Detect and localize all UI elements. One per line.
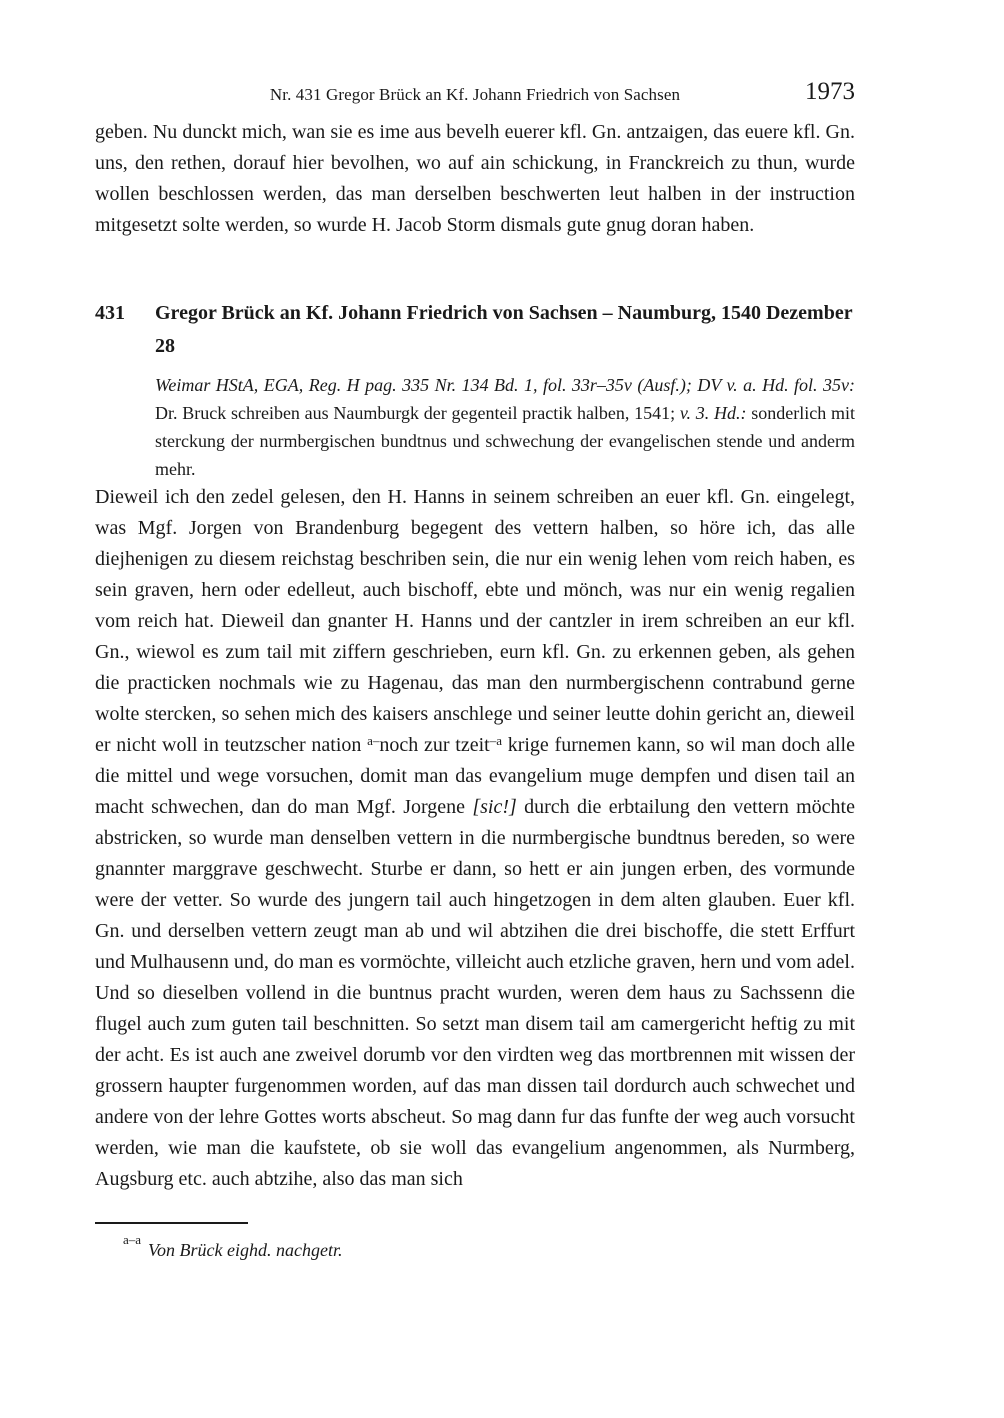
footnote-text: Von Brück eighd. nachgetr.	[148, 1240, 343, 1260]
entry-title: Gregor Brück an Kf. Johann Friedrich von Sachsen – Naumburg, 1540 Dezember 28	[155, 302, 853, 357]
running-head	[95, 78, 855, 110]
footnote	[95, 1231, 883, 1264]
continuation-paragraph: geben. Nu dunckt mich, wan sie es ime aus bevelh euerer kfl. Gn. antzaigen, das euere kfl. Gn. uns, den rethen, dorauf hier bevolhen, wo auf ain schickung, in Franckreich zu thun, wurde wollen beschlossen werden, das man derselben beschwerten leut halben in der instruction mitgesetzt solte werden, so wurde H. Jacob Storm dismals gute gnug doran haben.	[95, 121, 855, 236]
letter-body: Dieweil ich den zedel gelesen, den H. Hanns in seinem schreiben an euer kfl. Gn. eingelegt, was Mgf. Jorgen von Brandenburg begegent des vettern halben, so höre ich, das alle diejhenigen zu diesem reichstag beschriben sein, die nur ein wenig lehen vom reich haben, es sein graven, hern oder edelleut, auch bischoff, ebte und mönch, was nur ein wenig regalien vom reich hat. Dieweil dan gnanter H. Hanns und der cantzler in irem schreiben an eur kfl. Gn., wiewol es zum tail mit ziffern geschrieben, eurn kfl. Gn. zu erkennen geben, als gehen die practicken nochmals wie zu Hagenau, das man den nurmbergischenn contrabund gerne wolte stercken, so sehen mich des kaisers anschlege und seiner leutte dohin gericht an, dieweil er nicht woll in teutzscher nation $^{a-}$noch zur tzeit$^{-a}$ krige furnemen kann, so wil man doch alle die mittel und wege vorsuchen, domit man das evangelium muge dempfen und disen tail an macht schwechen, dan do man Mgf. Jorgene [sic!] durch die erbtailung den vettern möchte abstricken, so wurde man denselben vettern in die nurmbergische bundtnus bereden, so were gnannter marggrave geschwecht. Sturbe er dann, so hett er ain jungen erben, des vormunde were der vetter. So wurde des jungern tail auch hingetzogen in dem alten glauben. Euer kfl. Gn. und derselben vettern zeugt man ab und wil abtzihen die drei bischoffe, die stett Erffurt und Mulhausenn und, do man es vormöchte, villeicht auch etzliche graven, hern und vom adel. Und so dieselben vollend in die buntnus pracht wurden, weren dem haus zu Sachssenn die flugel auch zum guten tail beschnitten. So setzt man disem tail am camergericht heftig zu mit der acht. Es ist auch ane zweivel dorumb vor den virdten weg das mortbrennen mit wissen der grossern haupter furgenommen worden, auf das man dissen tail dordurch auch schwechet und andere von der lehre Gottes worts abscheut. So mag dann fur das funfte der weg auch vorsucht werden, wie man die kaufstete, ob sie woll das evangelium angenommen, als Nurmberg, Augsburg etc. auch abtzihe, also das man sich	[95, 486, 855, 1190]
entry-heading	[95, 297, 855, 363]
running-title: Nr. 431 Gregor Brück an Kf. Johann Friedrich von Sachsen	[269, 85, 681, 104]
footnote-rule	[95, 1222, 248, 1224]
page-number: 1973	[805, 78, 855, 105]
entry-number: 431	[95, 302, 125, 324]
source-note: Weimar HStA, EGA, Reg. H pag. 335 Nr. 134 Bd. 1, fol. 33r–35v (Ausf.); DV v. a. Hd. fol. 35v: Dr. Bruck schreiben aus Naumburgk der gegenteil practik halben, 1541; v. 3. Hd.: sonderlich mit sterckung der nurmbergischen bundtnus und schwechung der evangelischen stende und anderm mehr.	[155, 375, 855, 479]
footnote-marker: a–a	[123, 1232, 142, 1248]
